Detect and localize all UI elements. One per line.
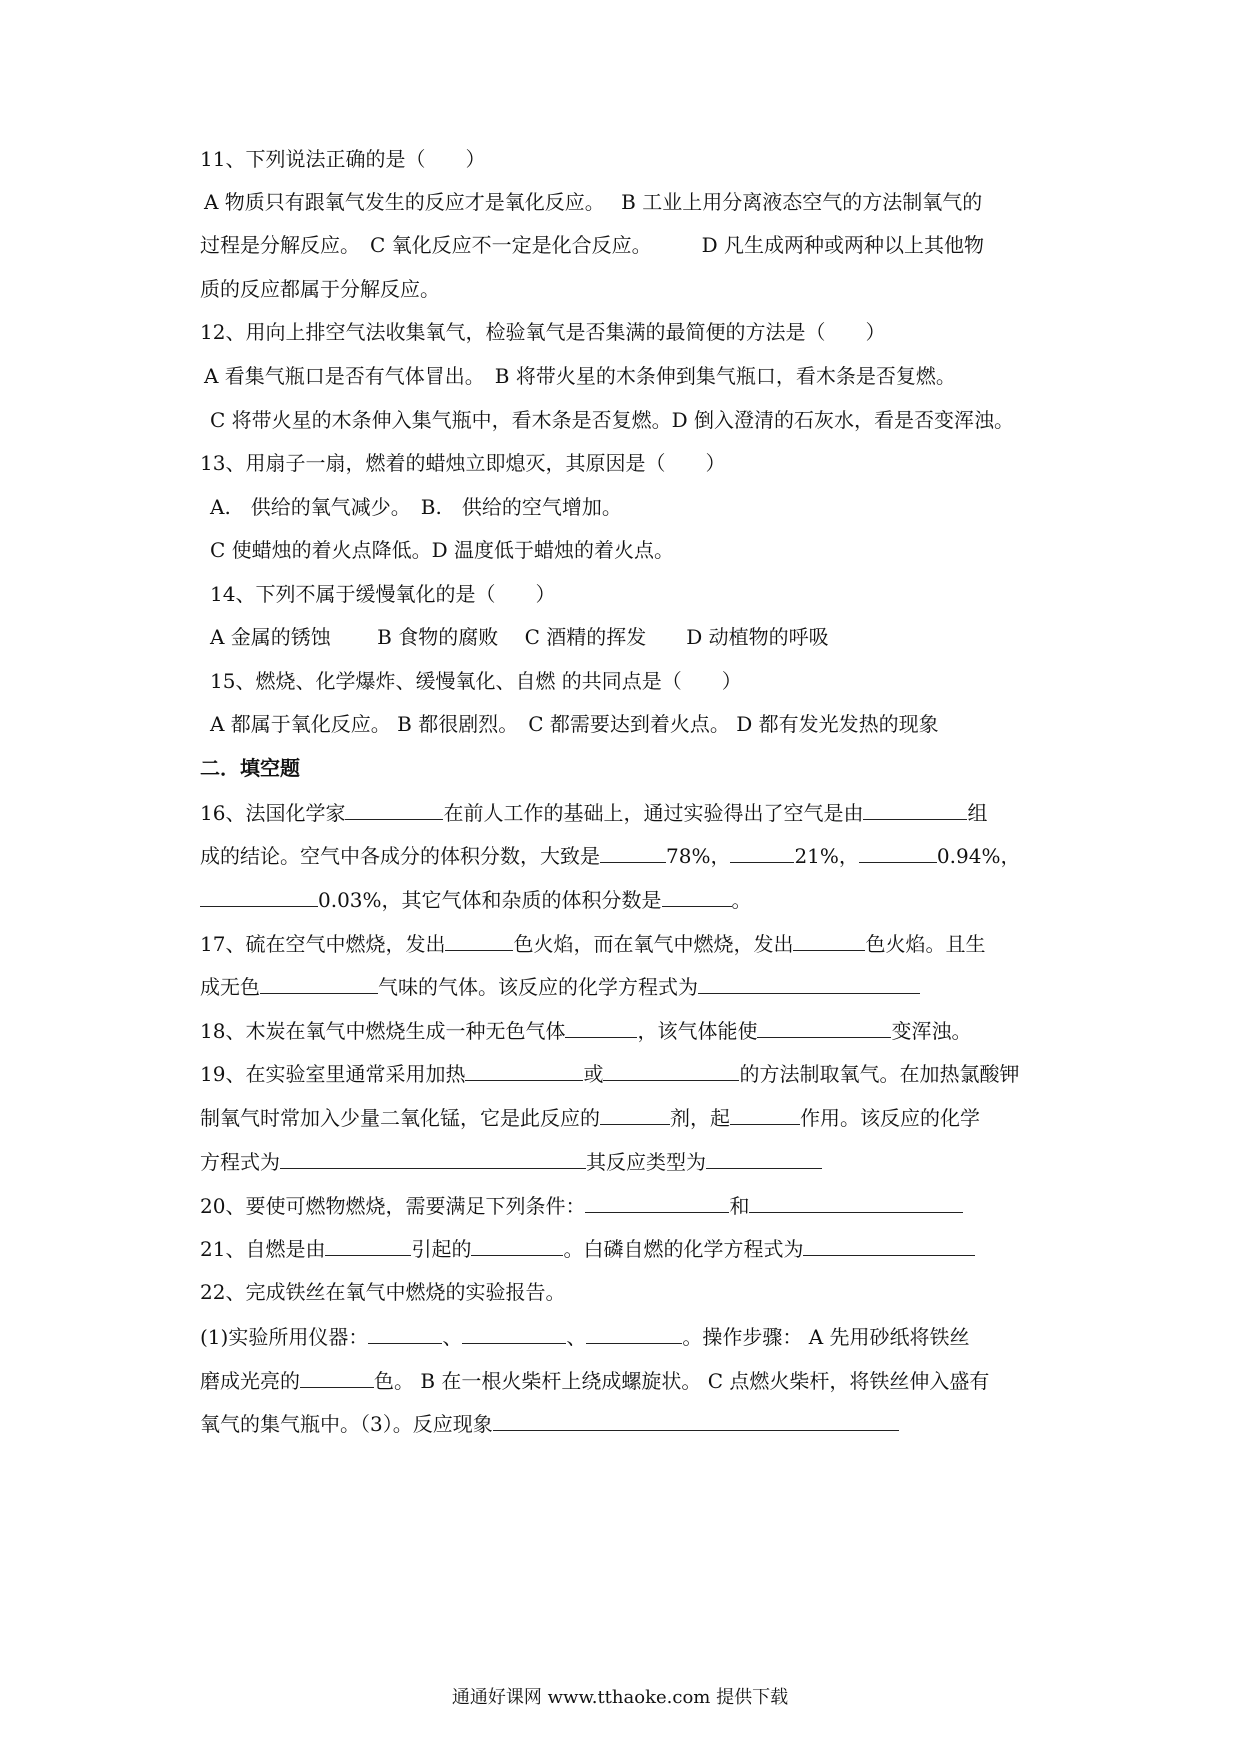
q16-blank-gas-2[interactable] bbox=[730, 842, 794, 863]
q17-text-d: 成无色 bbox=[200, 975, 260, 999]
q16-text-a: 16、法国化学家 bbox=[200, 801, 346, 825]
q16-text-c: 组 bbox=[967, 801, 988, 825]
q16-blank-gas-3[interactable] bbox=[859, 842, 937, 863]
q19-blank-equation[interactable] bbox=[280, 1148, 586, 1169]
q16-text-b: 在前人工作的基础上，通过实验得出了空气是由 bbox=[443, 801, 864, 825]
q22-blank-instrument-3[interactable] bbox=[586, 1323, 682, 1344]
q16-blank-composition[interactable] bbox=[863, 799, 967, 820]
q18-blank-reagent[interactable] bbox=[757, 1017, 891, 1038]
q19-text-h: 其反应类型为 bbox=[586, 1150, 706, 1174]
q20-blank-condition-2[interactable] bbox=[749, 1192, 963, 1213]
q19-blank-agent[interactable] bbox=[600, 1104, 670, 1125]
q16-text-e: 78%， bbox=[666, 844, 731, 868]
q22-text-c: 、 bbox=[566, 1325, 587, 1349]
q17-blank-oxygen-color[interactable] bbox=[793, 930, 865, 951]
q17-blank-air-color[interactable] bbox=[445, 930, 513, 951]
question-19-line-1 bbox=[200, 1060, 1019, 1087]
q17-text-e: 气味的气体。该反应的化学方程式为 bbox=[378, 975, 698, 999]
question-22-line-3 bbox=[200, 1410, 899, 1437]
q20-blank-condition-1[interactable] bbox=[585, 1192, 729, 1213]
question-11-options-line-1: A 物质只有跟氧气发生的反应才是氧化反应。 B 工业上用分离液态空气的方法制氧气的 bbox=[204, 190, 983, 214]
question-16-line-3 bbox=[200, 886, 752, 913]
q21-text-c: 。白磷自燃的化学方程式为 bbox=[563, 1237, 804, 1261]
question-18-line bbox=[200, 1017, 971, 1044]
q22-text-g: 氧气的集气瓶中。（3）。反应现象 bbox=[200, 1412, 493, 1436]
q16-blank-other[interactable] bbox=[662, 886, 732, 907]
q21-blank-equation[interactable] bbox=[803, 1235, 975, 1256]
question-19-line-3 bbox=[200, 1148, 822, 1175]
q16-blank-gas-1[interactable] bbox=[600, 842, 666, 863]
q17-text-a: 17、硫在空气中燃烧，发出 bbox=[200, 932, 446, 956]
question-22-line-1 bbox=[200, 1323, 970, 1350]
question-12-options-line-2: C 将带火星的木条伸入集气瓶中，看木条是否复燃。D 倒入澄清的石灰水，看是否变浑浊。 bbox=[210, 408, 1015, 432]
q22-text-d: 。操作步骤： A 先用砂纸将铁丝 bbox=[682, 1325, 970, 1349]
question-13-options-line-2: C 使蜡烛的着火点降低。D 温度低于蜡烛的着火点。 bbox=[210, 538, 675, 562]
q20-text-a: 20、要使可燃物燃烧，需要满足下列条件： bbox=[200, 1194, 586, 1218]
question-20-line bbox=[200, 1192, 963, 1219]
question-16-line-2 bbox=[200, 842, 1020, 869]
q16-text-i: 。 bbox=[731, 888, 752, 912]
q22-text-f: 色。 B 在一根火柴杆上绕成螺旋状。 C 点燃火柴杆，将铁丝伸入盛有 bbox=[374, 1369, 990, 1393]
q17-text-b: 色火焰，而在氧气中燃烧，发出 bbox=[513, 932, 794, 956]
q17-blank-equation[interactable] bbox=[698, 973, 920, 994]
question-14-stem: 14、下列不属于缓慢氧化的是（ ） bbox=[210, 582, 556, 606]
q17-blank-smell[interactable] bbox=[260, 973, 378, 994]
q16-blank-chemist[interactable] bbox=[345, 799, 443, 820]
question-15-options: A 都属于氧化反应。 B 都很剧烈。 C 都需要达到着火点。 D 都有发光发热的现象 bbox=[210, 712, 939, 736]
q19-text-f: 作用。该反应的化学 bbox=[800, 1106, 980, 1130]
q22-text-e: 磨成光亮的 bbox=[200, 1369, 300, 1393]
q16-text-h: 0.03%，其它气体和杂质的体积分数是 bbox=[318, 888, 662, 912]
question-22-stem: 22、完成铁丝在氧气中燃烧的实验报告。 bbox=[200, 1280, 566, 1304]
question-15-stem: 15、燃烧、化学爆炸、缓慢氧化、自燃 的共同点是（ ） bbox=[210, 669, 742, 693]
q18-text-c: 变浑浊。 bbox=[891, 1019, 972, 1043]
q19-text-a: 19、在实验室里通常采用加热 bbox=[200, 1062, 466, 1086]
question-22-line-2 bbox=[200, 1367, 989, 1394]
q22-blank-instrument-1[interactable] bbox=[368, 1323, 442, 1344]
question-19-line-2 bbox=[200, 1104, 980, 1131]
q22-blank-color[interactable] bbox=[300, 1367, 374, 1388]
q19-text-c: 的方法制取氧气。在加热氯酸钾 bbox=[739, 1062, 1020, 1086]
q19-text-g: 方程式为 bbox=[200, 1150, 280, 1174]
q16-text-g: 0.94%， bbox=[936, 844, 1021, 868]
q16-text-f: 21%， bbox=[794, 844, 859, 868]
question-17-line-1 bbox=[200, 930, 985, 957]
q19-text-d: 制氧气时常加入少量二氧化锰，它是此反应的 bbox=[200, 1106, 600, 1130]
q17-text-c: 色火焰。且生 bbox=[865, 932, 986, 956]
q19-blank-reaction-type[interactable] bbox=[706, 1148, 822, 1169]
question-11-options-line-3: 质的反应都属于分解反应。 bbox=[200, 277, 440, 301]
q21-blank-cause[interactable] bbox=[325, 1235, 411, 1256]
question-11-options-line-2: 过程是分解反应。 C 氧化反应不一定是化合反应。 D 凡生成两种或两种以上其他物 bbox=[200, 233, 985, 257]
q18-blank-gas[interactable] bbox=[565, 1017, 637, 1038]
question-12-options-line-1: A 看集气瓶口是否有气体冒出。 B 将带火星的木条伸到集气瓶口，看木条是否复燃。 bbox=[204, 364, 956, 388]
question-16-line-1 bbox=[200, 799, 987, 826]
q22-text-b: 、 bbox=[442, 1325, 463, 1349]
q22-blank-phenomenon[interactable] bbox=[493, 1410, 899, 1431]
q20-text-b: 和 bbox=[729, 1194, 750, 1218]
q19-text-b: 或 bbox=[583, 1062, 604, 1086]
q21-blank-process[interactable] bbox=[471, 1235, 563, 1256]
q21-text-b: 引起的 bbox=[411, 1237, 472, 1261]
q22-blank-instrument-2[interactable] bbox=[462, 1323, 566, 1344]
question-13-stem: 13、用扇子一扇，燃着的蜡烛立即熄灭，其原因是（ ） bbox=[200, 451, 726, 475]
question-12-stem: 12、用向上排空气法收集氧气，检验氧气是否集满的最简便的方法是（ ） bbox=[200, 320, 886, 344]
question-17-line-2 bbox=[200, 973, 920, 1000]
q19-blank-method-1[interactable] bbox=[465, 1060, 583, 1081]
q18-text-b: ，该气体能使 bbox=[637, 1019, 758, 1043]
q19-blank-role[interactable] bbox=[730, 1104, 800, 1125]
q16-text-d: 成的结论。空气中各成分的体积分数，大致是 bbox=[200, 844, 600, 868]
q18-text-a: 18、木炭在氧气中燃烧生成一种无色气体 bbox=[200, 1019, 566, 1043]
section-heading-fill-in: 二．填空题 bbox=[200, 756, 300, 780]
question-13-options-line-1: A. 供给的氧气减少。 B. 供给的空气增加。 bbox=[210, 495, 622, 519]
page-footer: 通通好课网 www.tthaoke.com 提供下载 bbox=[451, 1687, 789, 1708]
question-14-options: A 金属的锈蚀 B 食物的腐败 C 酒精的挥发 D 动植物的呼吸 bbox=[210, 625, 829, 649]
q22-text-a: (1)实验所用仪器： bbox=[200, 1325, 369, 1349]
q19-blank-method-2[interactable] bbox=[603, 1060, 739, 1081]
question-11-stem: 11、下列说法正确的是（ ） bbox=[200, 147, 486, 171]
q19-text-e: 剂，起 bbox=[670, 1106, 730, 1130]
q16-blank-gas-4[interactable] bbox=[200, 886, 318, 907]
q21-text-a: 21、自燃是由 bbox=[200, 1237, 326, 1261]
question-21-line bbox=[200, 1235, 975, 1262]
